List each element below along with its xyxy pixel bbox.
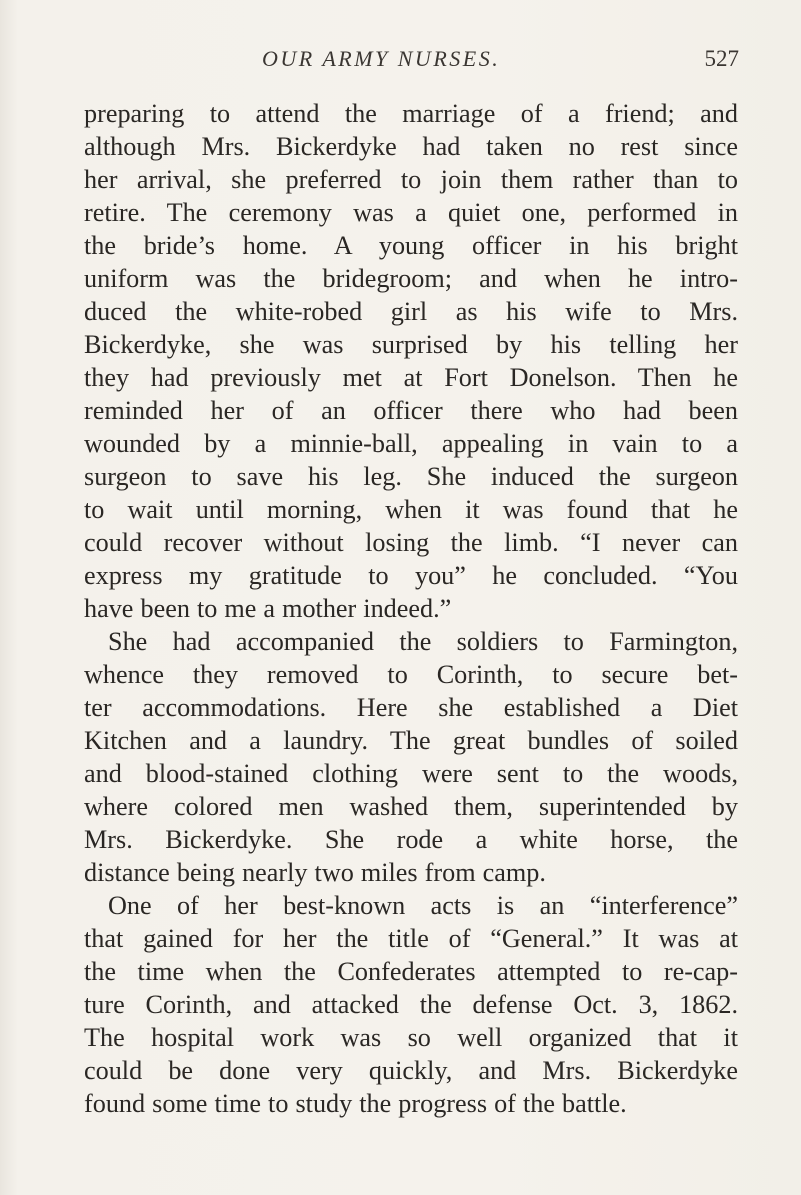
text-line: the bride’s home. A young officer in his bright [84,231,738,260]
text-line: they had previously met at Fort Donelson. Then he [84,363,738,392]
text-line: to wait until morning, when it was found that he [84,495,738,524]
text-line: wounded by a minnie-ball, appealing in vain to a [84,429,738,458]
text-line: preparing to attend the marriage of a friend; and [84,99,738,128]
text-line: the time when the Confederates attempted to re-cap- [84,957,738,986]
text-line: that gained for her the title of “General.” It was at [84,924,738,953]
text-line: One of her best-known acts is an “interference” [108,891,738,920]
text-line: Kitchen and a laundry. The great bundles of soiled [84,726,738,755]
text-line: Bickerdyke, she was surprised by his telling her [84,330,738,359]
running-head [0,46,801,76]
text-line: and blood-stained clothing were sent to the woods, [84,759,738,788]
text-line: She had accompanied the soldiers to Farmington, [108,627,738,656]
running-head-title: OUR ARMY NURSES. [262,46,501,71]
text-line: have been to me a mother indeed.” [84,594,452,623]
text-line: could recover without losing the limb. “I never can [84,528,738,557]
text-line: reminded her of an officer there who had been [84,396,738,425]
text-line: whence they removed to Corinth, to secure bet- [84,660,738,689]
text-line: retire. The ceremony was a quiet one, performed in [84,198,738,227]
text-line: express my gratitude to you” he concluded. “You [84,561,738,590]
text-line: where colored men washed them, superintended by [84,792,738,821]
text-line: duced the white-robed girl as his wife to Mrs. [84,297,738,326]
text-line: ter accommodations. Here she established a Diet [84,693,738,722]
text-line: ture Corinth, and attacked the defense Oct. 3, 1862. [84,990,738,1019]
text-line: distance being nearly two miles from camp. [84,858,546,887]
text-line: found some time to study the progress of the battle. [84,1089,627,1118]
text-line: Mrs. Bickerdyke. She rode a white horse, the [84,825,738,854]
text-line: uniform was the bridegroom; and when he intro- [84,264,738,293]
text-line: could be done very quickly, and Mrs. Bickerdyke [84,1056,738,1085]
text-line: surgeon to save his leg. She induced the surgeon [84,462,738,491]
page-number: 527 [704,46,739,71]
text-line: although Mrs. Bickerdyke had taken no rest since [84,132,738,161]
text-line: her arrival, she preferred to join them rather than to [84,165,738,194]
text-line: The hospital work was so well organized that it [84,1023,738,1052]
